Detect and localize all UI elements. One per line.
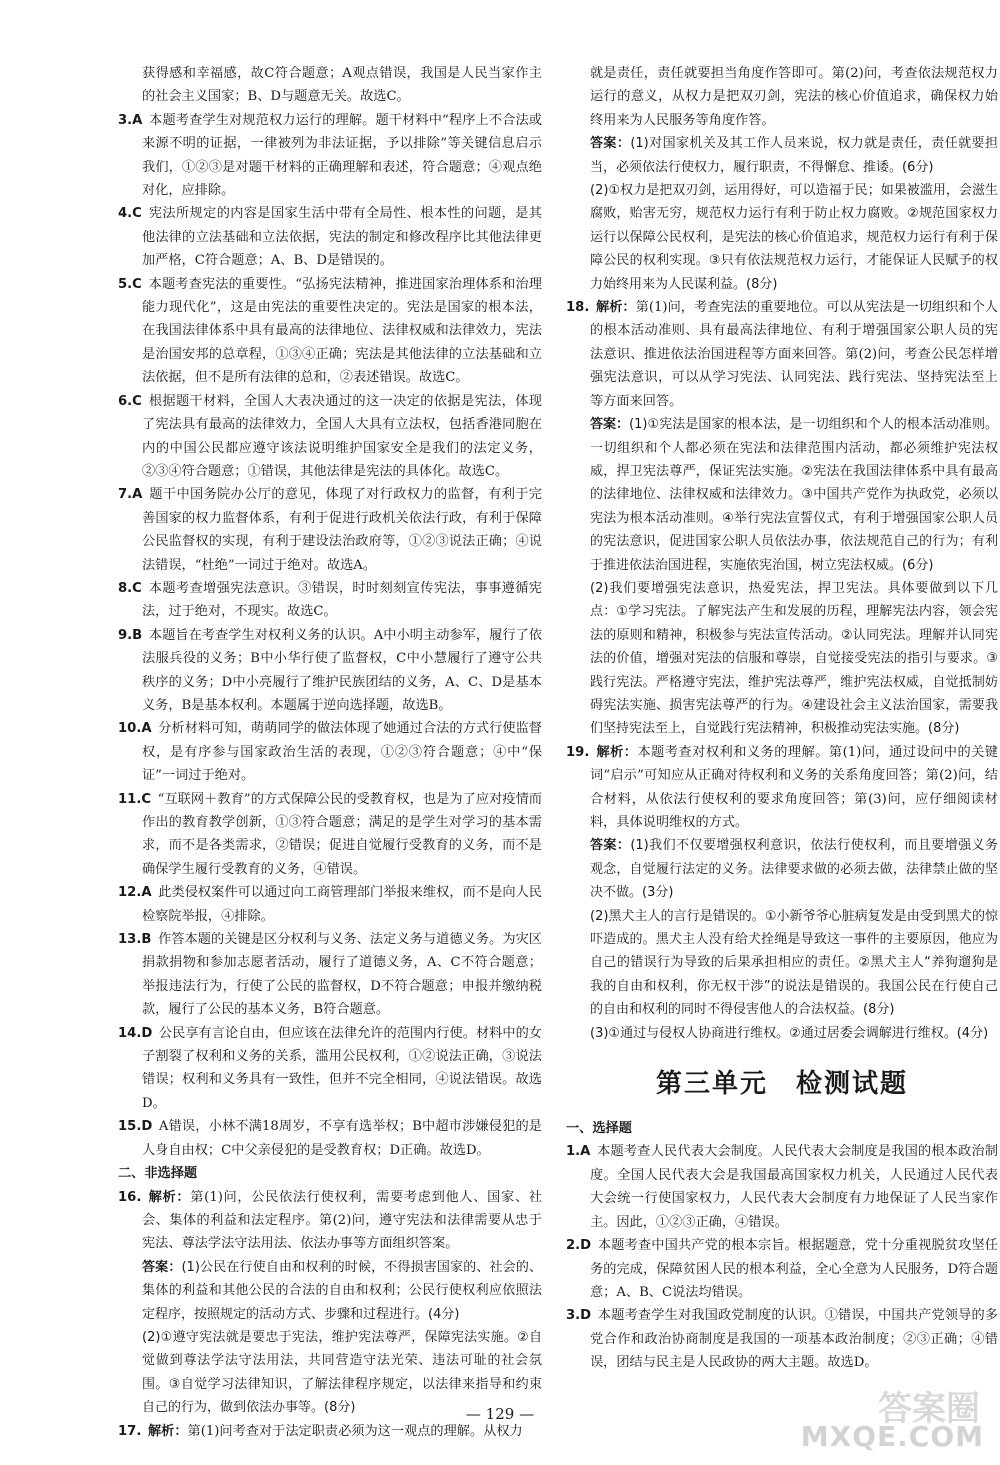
- question-text: 第(1)问考查对于法定职责必须为这一观点的理解。从权力: [187, 1423, 523, 1439]
- question-text: 本题考查学生对我国政党制度的认识。①错误，中国共产党领导的多党合作和政治协商制度是我国的一项基本政治制度；②③正确；④错误，团结与民主是人民政协的两大主题。故选D。: [590, 1308, 998, 1371]
- question-number: 4.C: [118, 206, 142, 222]
- answer-text: (3)①通过与侵权人协商进行维权。②通过居委会调解进行维权。(4分): [590, 1025, 989, 1041]
- watermark-en-text: MXQE.COM: [800, 1420, 984, 1453]
- right-column-bottom: [566, 1117, 998, 1374]
- answer-text: (2)①遵守宪法就是要忠于宪法，维护宪法尊严，保障宪法实施。②自觉做到尊法学法守法用法，共同营造守法光荣、违法可耻的社会氛围。③自觉学习法律知识，了解法律程序规定，以法律来指导和约束自己的行为，做到依法办事等。(8分): [142, 1329, 542, 1416]
- question-text: 根据题干材料，全国人大表决通过的这一决定的依据是宪法，体现了宪法具有最高的法律效力，全国人大具有立法权，包括香港同胞在内的中国公民都应遵守该法说明维护国家安全是我们的法定义务，②③④符合题意；①错误，其他法律是宪法的具体化。故选C。: [142, 393, 542, 479]
- section-heading: 二、非选择题: [118, 1166, 198, 1182]
- analysis-label: 解析：: [595, 744, 638, 760]
- answer-text: (1)对国家机关及其工作人员来说，权力就是责任，责任就要担当，必须依法行使权力，履行职责，不得懈怠、推诿。(6分): [590, 136, 998, 175]
- answer-text: (1)公民在行使自由和权利的时候，不得损害国家的、社会的、集体的利益和其他公民的合法的自由和权利；公民行使权利应依照法定程序，按照规定的活动方式、步骤和过程进行。(4分): [142, 1259, 542, 1322]
- question-number: 13.B: [118, 932, 152, 948]
- question-number: 3.D: [566, 1308, 592, 1324]
- watermark-cn-text: 答案圈: [878, 1389, 980, 1429]
- answer-paragraph: [566, 577, 998, 741]
- question-text: 本题旨在考查学生对权利义务的认识。A中小明主动参军，履行了依法服兵役的义务；B中小华行使了监督权，C中小慧履行了遵守公共秩序的义务；D中小亮履行了维护民族团结的义务，A、C、D是基本义务，B是基本权利。本题属于逆向选择题，故选B。: [142, 627, 542, 713]
- question-number: 8.C: [118, 580, 142, 596]
- question-text: 此类侵权案件可以通过向工商管理部门举报来维权，而不是向人民检察院举报，④排除。: [142, 885, 542, 924]
- question-number: 16.: [118, 1189, 142, 1205]
- question-item: [118, 273, 542, 390]
- left-column: [118, 62, 542, 1443]
- question-item: [118, 202, 542, 272]
- question-item: [118, 1186, 542, 1256]
- answer-paragraph: [566, 413, 998, 577]
- answer-text: (2)我们要增强宪法意识，热爱宪法，捍卫宪法。具体要做到以下几点：①学习宪法。了解宪法产生和发展的历程，理解宪法内容，领会宪法的原则和精神，积极参与宪法宣传活动。②认同宪法。理解并认同宪法的价值，增强对宪法的信服和尊崇，自觉接受宪法的指引与要求。③践行宪法。严格遵守宪法，维护宪法尊严，维护宪法权威，自觉抵制妨碍宪法实施、损害宪法尊严的行为。④建设社会主义法治国家，需要我们坚持宪法至上，自觉践行宪法精神，积极推动宪法实施。(8分): [590, 580, 998, 737]
- answer-label: 答案：: [142, 1259, 182, 1275]
- question-item: [118, 577, 542, 624]
- answer-paragraph: [566, 179, 998, 296]
- answer-paragraph: [566, 1022, 998, 1045]
- question-number: 12.A: [118, 885, 152, 901]
- question-number: 2.D: [566, 1238, 592, 1254]
- question-number: 3.A: [118, 112, 143, 128]
- question-item: [118, 1115, 542, 1162]
- answer-label: 答案：: [590, 136, 631, 152]
- question-text: 本题考查人民代表大会制度。人民代表大会制度是我国的根本政治制度。全国人民代表大会是我国最高国家权力机关，人民通过人民代表大会统一行使国家权力，人民代表大会制度有力地保证了人民当家作主。因此，①②③正确，④错误。: [590, 1144, 998, 1230]
- answer-paragraph: [566, 905, 998, 1022]
- question-number: 5.C: [118, 276, 142, 292]
- question-text: 宪法所规定的内容是国家生活中带有全局性、根本性的问题，是其他法律的立法基础和立法依据，宪法的制定和修改程序比其他法律更加严格，C符合题意；A、B、D是错误的。: [142, 206, 542, 269]
- section-heading: 一、选择题: [566, 1121, 632, 1137]
- question-item: [566, 296, 998, 413]
- question-text: 分析材料可知，萌萌同学的做法体现了她通过合法的方式行使监督权，是有序参与国家政治生活的表现，①②③符合题意；④中“保证”一词过于绝对。: [142, 721, 542, 784]
- answer-paragraph: [566, 132, 998, 179]
- question-text: 第(1)问，考查宪法的重要地位。可以从宪法是一切组织和个人的根本活动准则、具有最高法律地位、有利于增强国家公职人员的宪法意识、推进依法治国进程等方面来回答。第(2)问，考查公民怎样增强宪法意识，可以从学习宪法、认同宪法、践行宪法、坚持宪法至上等方面来回答。: [590, 300, 998, 409]
- question-number: 19.: [566, 744, 590, 760]
- watermark-logo: [790, 1379, 990, 1457]
- answer-text: (2)①权力是把双刃剑，运用得好，可以造福于民；如果被滥用，会滋生腐败，贻害无穷，规范权力运行有利于防止权力腐败。②规范国家权力运行以保障公民权利，是宪法的核心价值追求，规范权力运行有利于保障公民的权利实现。③只有依法规范权力运行，才能保证人民赋予的权力始终用来为人民谋利益。(8分): [590, 183, 998, 292]
- question-item: [566, 1140, 998, 1234]
- answer-label: 答案：: [590, 838, 631, 854]
- question-number: 18.: [566, 300, 590, 316]
- question-number: 14.D: [118, 1025, 153, 1041]
- question-number: 1.A: [566, 1144, 591, 1160]
- continued-paragraph: 就是责任，责任就要担当角度作答即可。第(2)问，考查依法规范权力运行的意义，从权力是把双刃剑，宪法的核心价值追求，确保权力始终用来为人民服务等角度作答。: [590, 66, 998, 128]
- question-number: 7.A: [118, 487, 143, 503]
- question-text: 第(1)问，公民依法行使权利，需要考虑到他人、国家、社会、集体的利益和法定程序。第(2)问，遵守宪法和法律需要从忠于宪法、尊法学法守法用法、依法办事等方面组织答案。: [142, 1189, 543, 1252]
- right-column-top: [566, 62, 998, 1045]
- question-text: 公民享有言论自由，但应该在法律允许的范围内行使。材料中的女子割裂了权利和义务的关系，滥用公民权利，①②说法正确，③说法错误；权利和义务具有一致性，但并不完全相同，④说法错误。故选D。: [142, 1025, 542, 1111]
- question-item: [118, 928, 542, 1022]
- question-item: [118, 881, 542, 928]
- question-item: [118, 390, 542, 484]
- question-number: 6.C: [118, 393, 142, 409]
- question-item: [566, 1304, 998, 1374]
- continued-paragraph: 获得感和幸福感，故C符合题意；A观点错误，我国是人民当家作主的社会主义国家；B、D与题意无关。故选C。: [142, 66, 542, 105]
- question-item: [118, 624, 542, 718]
- question-item: [118, 483, 542, 577]
- question-text: 本题考查对权利和义务的理解。第(1)问，通过设问中的关键词“启示”可知应从正确对待权利和义务的关系角度回答；第(2)问，结合材料，从依法行使权利的要求角度回答；第(3)问，应仔细阅读材料，具体说明维权的方式。: [590, 744, 998, 830]
- answer-text: (1)①宪法是国家的根本法，是一切组织和个人的根本活动准则。一切组织和个人都必须在宪法和法律范围内活动，都必须维护宪法权威，捍卫宪法尊严，保证宪法实施。②宪法在我国法律体系中具有最高的法律地位、法律权威和法律效力。③中国共产党作为执政党，必须以宪法为根本活动准则。④举行宪法宣誓仪式，有利于增强国家公职人员的宪法意识，促进国家公职人员依法办事，依法规范自己的行为；有利于推进依法治国进程，实施依宪治国，树立宪法权威。(6分): [590, 417, 998, 573]
- answer-text: (2)黑犬主人的言行是错误的。①小新爷爷心脏病复发是由受到黑犬的惊吓造成的。黑犬主人没有给犬拴绳是导致这一事件的主要原因，他应为自己的错误行为导致的后果承担相应的责任。②黑犬主人“养狗遛狗是我的自由和权利，你无权干涉”的说法是错误的。我国公民在行使自己的自由和权利的同时不得侵害他人的合法权益。(8分): [590, 908, 998, 1018]
- question-item: [566, 1234, 998, 1304]
- analysis-label: 解析：: [147, 1423, 188, 1439]
- answer-paragraph: [566, 834, 998, 904]
- question-item: [118, 109, 542, 203]
- question-text: 本题考查宪法的重要性。“弘扬宪法精神，推进国家治理体系和治理能力现代化”，这是由宪法的重要性决定的。宪法是国家的根本法，在我国法律体系中具有最高的法律地位、法律权威和法律效力，宪法是治国安邦的总章程，①③④正确；宪法是其他法律的立法基础和立法依据，但不是所有法律的总和，②表述错误。故选C。: [142, 276, 542, 386]
- unit-title: 第三单元 检测试题: [655, 1069, 908, 1100]
- question-text: 本题考查学生对规范权力运行的理解。题干材料中“程序上不合法或来源不明的证据，一律被列为非法证据，予以排除”等关键信息启示我们，①②③是对题干材料的正确理解和表述，符合题意；④观点绝对化，应排除。: [142, 112, 542, 199]
- question-number: 10.A: [118, 721, 152, 737]
- right-column: [566, 62, 998, 1375]
- question-number: 15.D: [118, 1119, 153, 1135]
- answer-paragraph: [118, 1256, 542, 1326]
- question-text: 本题考查增强宪法意识。③错误，时时刻刻宣传宪法，事事遵循宪法，过于绝对，不现实。故选C。: [142, 580, 542, 620]
- question-text: 本题考查中国共产党的根本宗旨。根据题意，党十分重视脱贫攻坚任务的完成，保障贫困人民的根本利益，全心全意为人民服务，D符合题意；A、B、C说法均错误。: [590, 1238, 998, 1300]
- question-item: [118, 717, 542, 787]
- answer-label: 答案：: [590, 417, 630, 433]
- question-item: [566, 741, 998, 835]
- page-number: — 129 —: [465, 1405, 535, 1423]
- question-number: 17.: [118, 1423, 142, 1439]
- analysis-label: 解析：: [595, 300, 636, 316]
- question-item: [118, 1420, 542, 1443]
- question-text: A错误，小林不满18周岁，不享有选举权；B中超市涉嫌侵犯的是人身自由权；C中父亲侵犯的是受教育权；D正确。故选D。: [142, 1119, 542, 1158]
- question-text: 题干中国务院办公厅的意见，体现了对行政权力的监督，有利于完善国家的权力监督体系，有利于促进行政机关依法行政，有利于保障公民监督权的实现，有利于建设法治政府等，①②③说法正确；④说法错误，“杜绝”一词过于绝对。故选A。: [142, 487, 542, 573]
- question-text: “互联网＋教育”的方式保障公民的受教育权，也是为了应对疫情而作出的教育教学创新，①③符合题意；满足的是学生对学习的基本需求，而不是各类需求，②错误；促进自觉履行受教育的义务，而不是确保学生履行受教育的义务，④错误。: [142, 791, 542, 877]
- question-number: 9.B: [118, 627, 143, 643]
- question-item: [118, 1022, 542, 1116]
- answer-text: (1)我们不仅要增强权利意识，依法行使权利，而且要增强义务观念，自觉履行法定的义务。法律要求做的必须去做，法律禁止做的坚决不做。(3分): [590, 838, 998, 901]
- question-number: 11.C: [118, 791, 152, 807]
- question-text: 作答本题的关键是区分权利与义务、法定义务与道德义务。为灾区捐款捐物和参加志愿者活动，履行了道德义务，A、C不符合题意；举报违法行为，行使了公民的监督权，D不符合题意；申报并缴纳税款，履行了公民的基本义务，B符合题意。: [142, 932, 542, 1018]
- question-item: [118, 788, 542, 882]
- analysis-label: 解析：: [147, 1189, 191, 1205]
